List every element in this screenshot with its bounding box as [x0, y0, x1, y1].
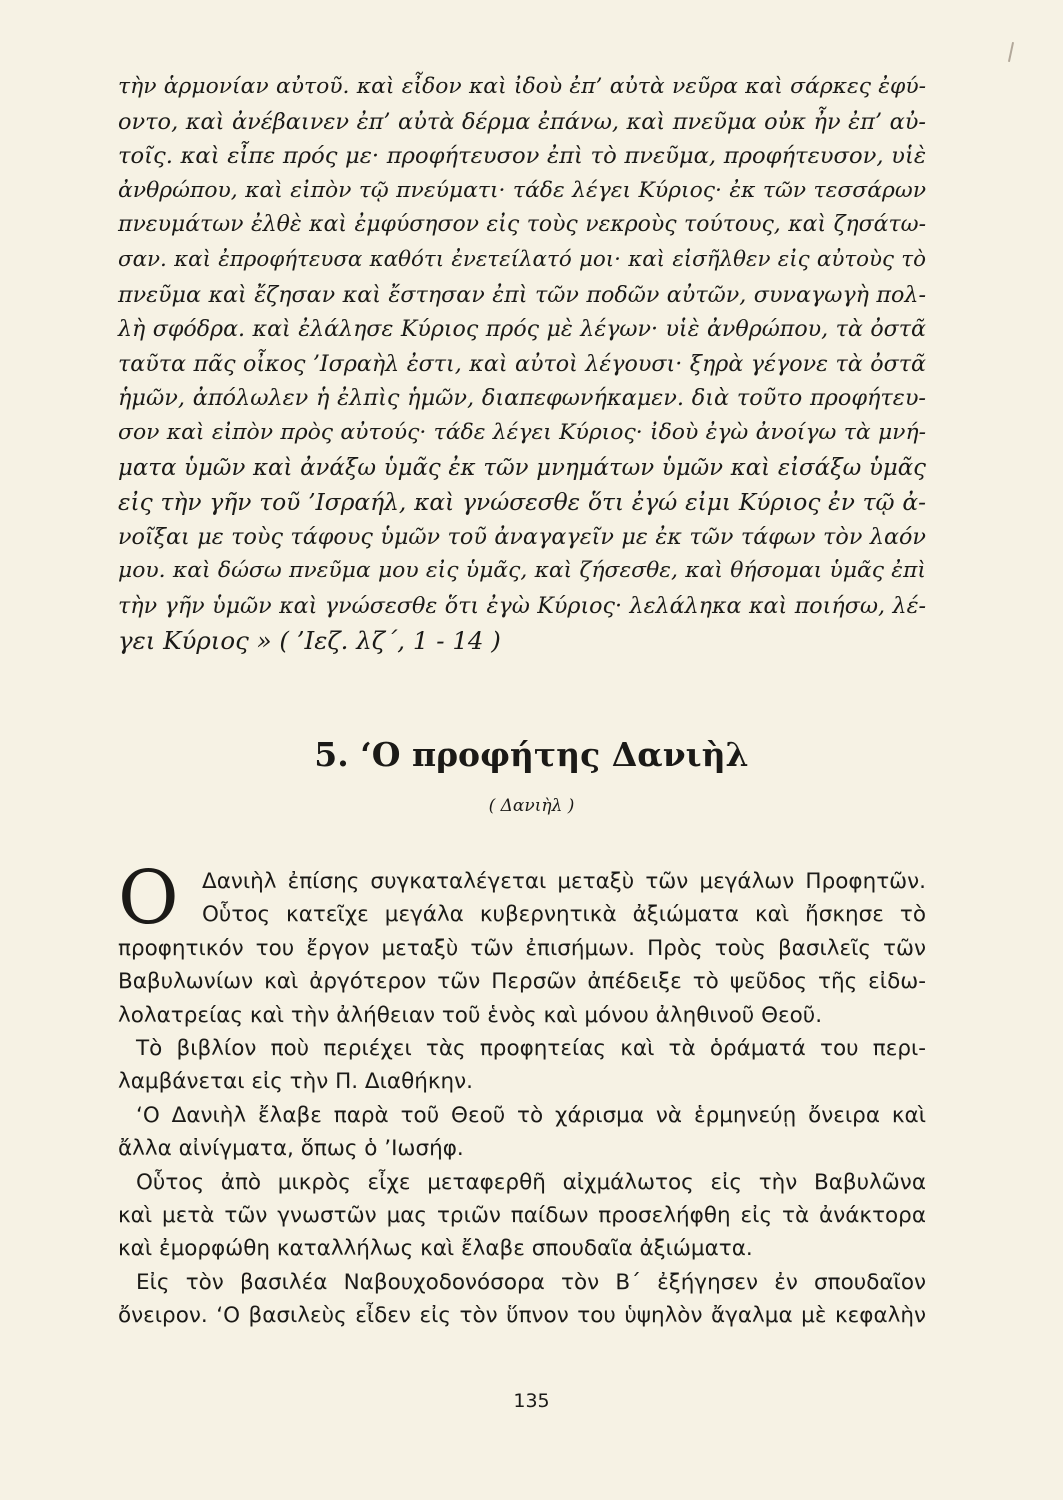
body-line: ἄλλα αἰνίγματα, ὅπως ὁ ’Ιωσήφ. [118, 1136, 464, 1162]
body-line: Βαβυλωνίων καὶ ἀργότερον τῶν Περσῶν ἀπέδειξε τὸ ψεῦδος τῆς εἰδω- [118, 969, 926, 995]
quote-line: πνευμάτων ἐλθὲ καὶ ἐμφύσησον εἰς τοὺς νεκροὺς τούτους, καὶ ζησάτω- [118, 212, 926, 238]
quote-line: πνεῦμα καὶ ἔζησαν καὶ ἔστησαν ἐπὶ τῶν ποδῶν αὐτῶν, συναγωγὴ πολ- [118, 281, 926, 308]
section-heading: 5. ‘Ο προφήτης Δανιὴλ [314, 735, 749, 774]
body-line: Τὸ βιβλίον ποὺ περιέχει τὰς προφητείας καὶ τὰ ὁράματά του περι- [136, 1035, 926, 1061]
body-line: Οὗτος ἀπὸ μικρὸς εἶχε μεταφερθῆ αἰχμάλωτος εἰς τὴν Βαβυλῶνα [136, 1169, 926, 1195]
quote-line: μου. καὶ δώσω πνεῦμα μου εἰς ὑμᾶς, καὶ ζήσεσθε, καὶ θήσομαι ὑμᾶς ἐπὶ [118, 558, 926, 584]
body-line: ὄνειρον. ‘Ο βασιλεὺς εἶδεν εἰς τὸν ὕπνον του ὑψηλὸν ἄγαλμα μὲ κεφαλὴν [118, 1303, 926, 1329]
quote-line-citation: γει Κύριος » ( ’Ιεζ. λζ΄, 1 - 14 ) [118, 625, 501, 655]
body-line: λαμβάνεται εἰς τὴν Π. Διαθήκην. [118, 1069, 474, 1095]
quote-line: λὴ σφόδρα. καὶ ἐλάλησε Κύριος πρός μὲ λέγων· υἱὲ ἀνθρώπου, τὰ ὀστᾶ [118, 316, 926, 343]
body-line: προφητικόν του ἔργον μεταξὺ τῶν ἐπισήμων. Πρὸς τοὺς βασιλεῖς τῶν [118, 935, 926, 961]
quote-line: ἡμῶν, ἀπόλωλεν ἡ ἐλπὶς ἡμῶν, διαπεφωνήκαμεν. διὰ τοῦτο προφήτευ- [118, 385, 926, 412]
quote-line: ματα ὑμῶν καὶ ἀνάξω ὑμᾶς ἐκ τῶν μνημάτων ὑμῶν καὶ εἰσάξω ὑμᾶς [118, 454, 926, 481]
body-line: καὶ ἐμορφώθη καταλλήλως καὶ ἔλαβε σπουδαῖα ἀξιώματα. [118, 1236, 753, 1262]
quote-line: νοῖξαι με τοὺς τάφους ὑμῶν τοῦ ἀναγαγεῖν με ἐκ τῶν τάφων τὸν λαόν [118, 523, 926, 550]
quote-line: τὴν γῆν ὑμῶν καὶ γνώσεσθε ὅτι ἐγὼ Κύριος· λελάληκα καὶ ποιήσω, λέ- [118, 592, 926, 619]
body-line: Οὗτος κατεῖχε μεγάλα κυβερνητικὰ ἀξιώματα καὶ ἤσκησε τὸ [202, 902, 926, 928]
section-subheading: ( Δανιὴλ ) [488, 796, 575, 816]
body-text [118, 865, 926, 1332]
quote-line: οντο, καὶ ἀνέβαινεν ἐπ’ αὐτὰ δέρμα ἐπάνω, καὶ πνεῦμα οὐκ ἦν ἐπ’ αὐ- [118, 108, 926, 135]
quote-line: ἀνθρώπου, καὶ εἰπὸν τῷ πνεύματι· τάδε λέγει Κύριος· ἐκ τῶν τεσσάρων [118, 177, 926, 203]
quote-line: τὴν ἁρμονίαν αὐτοῦ. καὶ εἶδον καὶ ἰδοὺ ἐπ’ αὐτὰ νεῦρα καὶ σάρκες ἐφύ- [118, 74, 926, 99]
margin-mark [1008, 42, 1014, 62]
body-line: λολατρείας καὶ τὴν ἀλήθειαν τοῦ ἑνὸς καὶ μόνου ἀληθινοῦ Θεοῦ. [118, 1002, 823, 1028]
quote-line: ταῦτα πᾶς οἶκος ’Ισραὴλ ἐστι, καὶ αὐτοὶ λέγουσι· ξηρὰ γέγονε τὰ ὀστᾶ [118, 350, 926, 377]
scripture-quotation [118, 70, 926, 658]
drop-cap: Ο [118, 855, 179, 941]
quote-line: σον καὶ εἰπὸν πρὸς αὐτούς· τάδε λέγει Κύριος· ἰδοὺ ἐγὼ ἀνοίγω τὰ μνή- [118, 419, 926, 445]
body-line: Εἰς τὸν βασιλέα Ναβουχοδονόσορα τὸν Β΄ ἐξήγησεν ἐν σπουδαῖον [136, 1269, 926, 1295]
quote-line: τοῖς. καὶ εἶπε πρός με· προφήτευσον ἐπὶ τὸ πνεῦμα, προφήτευσον, υἱὲ [118, 143, 926, 170]
body-line: Δανιὴλ ἐπίσης συγκαταλέγεται μεταξὺ τῶν μεγάλων Προφητῶν. [202, 869, 926, 894]
page-number: 135 [513, 1390, 550, 1412]
quote-line: σαν. καὶ ἐπροφήτευσα καθότι ἐνετείλατό μοι· καὶ εἰσῆλθεν εἰς αὐτοὺς τὸ [118, 246, 926, 272]
body-line: καὶ μετὰ τῶν γνωστῶν μας τριῶν παίδων προσελήφθη εἰς τὰ ἀνάκτορα [118, 1202, 926, 1228]
quote-line: εἰς τὴν γῆν τοῦ ’Ισραήλ, καὶ γνώσεσθε ὅτι ἐγώ εἰμι Κύριος ἐν τῷ ἀ- [118, 488, 926, 517]
body-line: ‘Ο Δανιὴλ ἔλαβε παρὰ τοῦ Θεοῦ τὸ χάρισμα νὰ ἑρμηνεύῃ ὄνειρα καὶ [136, 1102, 926, 1128]
